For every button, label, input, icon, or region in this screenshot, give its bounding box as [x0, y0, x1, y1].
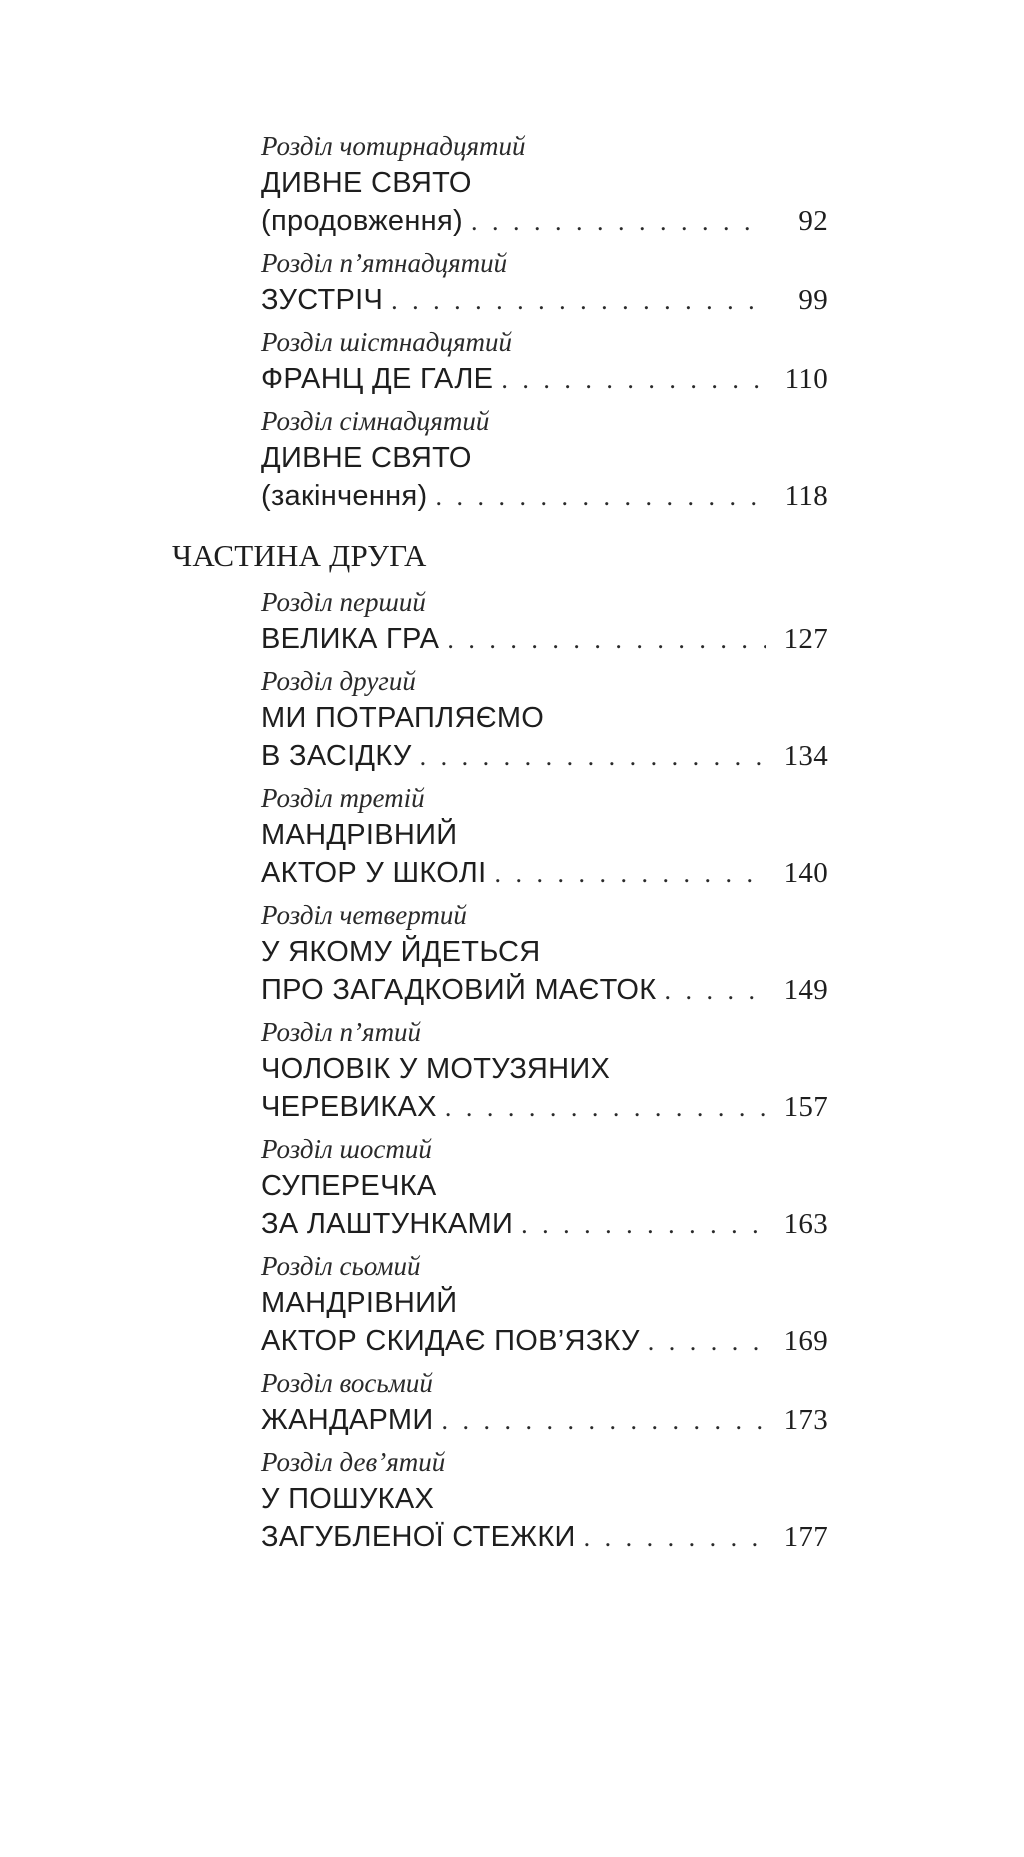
chapter-title-line: (продовження)	[261, 205, 463, 237]
chapter-title-row	[216, 281, 828, 320]
toc-entry	[216, 584, 828, 659]
dot-leader	[420, 738, 766, 776]
table-of-contents	[172, 128, 828, 1561]
toc-entry	[216, 128, 828, 241]
chapter-title-line: ЧОЛОВІК У МОТУЗЯНИХ	[261, 1053, 611, 1085]
toc-entry	[216, 324, 828, 399]
page-number: 118	[784, 480, 828, 512]
chapter-title-row	[216, 1205, 828, 1244]
chapter-title-row	[216, 620, 828, 659]
page-number: 99	[798, 284, 828, 316]
chapter-title-line: У ПОШУКАХ	[261, 1483, 435, 1515]
chapter-title-line: ЗУСТРІЧ	[261, 284, 384, 316]
toc-entry	[216, 663, 828, 776]
dot-leader	[584, 1519, 766, 1557]
chapter-title-row	[216, 360, 828, 399]
chapter-number-label: Розділ другий	[261, 666, 416, 696]
chapter-title-line: ВЕЛИКА ГРА	[261, 623, 440, 655]
chapter-number-label: Розділ шостий	[261, 1134, 432, 1164]
toc-entry	[216, 1248, 828, 1361]
chapter-title-line: В ЗАСІДКУ	[261, 740, 412, 772]
chapter-title-line: МАНДРІВНИЙ	[261, 1287, 458, 1319]
dot-leader	[441, 1402, 766, 1440]
toc-part-group	[216, 128, 828, 516]
chapter-title-line: ЖАНДАРМИ	[261, 1404, 434, 1436]
page-number: 149	[783, 974, 828, 1006]
page-number: 163	[783, 1208, 828, 1240]
chapter-title-row	[216, 202, 828, 241]
chapter-title-row	[216, 1518, 828, 1557]
toc-entry	[216, 780, 828, 893]
page-number: 169	[783, 1325, 828, 1357]
chapter-title-row	[216, 971, 828, 1010]
page-number: 110	[784, 363, 828, 395]
dot-leader	[471, 203, 766, 241]
chapter-title-line: (закінчення)	[261, 480, 428, 512]
page-number: 173	[783, 1404, 828, 1436]
dot-leader	[648, 1323, 766, 1361]
page-number: 157	[783, 1091, 828, 1123]
chapter-number-label: Розділ четвертий	[261, 900, 467, 930]
toc-part-group	[172, 536, 828, 1557]
chapter-title-row	[216, 1322, 828, 1361]
chapter-number-label: Розділ чотирнадцятий	[261, 131, 526, 161]
dot-leader	[435, 478, 766, 516]
page-number: 92	[798, 205, 828, 237]
toc-entry	[216, 403, 828, 516]
part-title: ЧАСТИНА ДРУГА	[172, 538, 427, 573]
chapter-number-label: Розділ перший	[261, 587, 426, 617]
toc-entry	[216, 1365, 828, 1440]
dot-leader	[494, 855, 766, 893]
toc-entry	[216, 1014, 828, 1127]
chapter-number-label: Розділ сімнадцятий	[261, 406, 490, 436]
chapter-title-line: МИ ПОТРАПЛЯЄМО	[261, 702, 545, 734]
page-number: 134	[783, 740, 828, 772]
chapter-title-row	[216, 854, 828, 893]
toc-entry	[216, 245, 828, 320]
page-number: 127	[783, 623, 828, 655]
chapter-title-line: МАНДРІВНИЙ	[261, 819, 458, 851]
chapter-title-line: ПРО ЗАГАДКОВИЙ МАЄТОК	[261, 974, 657, 1006]
chapter-number-label: Розділ шістнадцятий	[261, 327, 512, 357]
dot-leader	[447, 621, 766, 659]
toc-entry	[216, 897, 828, 1010]
toc-entry	[216, 1444, 828, 1557]
dot-leader	[664, 972, 766, 1010]
dot-leader	[521, 1206, 766, 1244]
dot-leader	[501, 361, 766, 399]
dot-leader	[391, 282, 766, 320]
chapter-title-row	[216, 477, 828, 516]
chapter-title-line: АКТОР У ШКОЛІ	[261, 857, 487, 889]
chapter-title-line: У ЯКОМУ ЙДЕТЬСЯ	[261, 936, 541, 968]
chapter-number-label: Розділ дев’ятий	[261, 1447, 446, 1477]
chapter-title-line: СУПЕРЕЧКА	[261, 1170, 437, 1202]
toc-entry	[216, 1131, 828, 1244]
chapter-title-line: ЗАГУБЛЕНОЇ СТЕЖКИ	[261, 1521, 576, 1553]
page-number: 140	[783, 857, 828, 889]
page-number: 177	[783, 1521, 828, 1553]
chapter-number-label: Розділ сьомий	[261, 1251, 421, 1281]
chapter-number-label: Розділ третій	[261, 783, 425, 813]
chapter-title-line: ДИВНЕ СВЯТО	[261, 442, 472, 474]
chapter-title-line: ЗА ЛАШТУНКАМИ	[261, 1208, 514, 1240]
chapter-title-line: ФРАНЦ ДЕ ГАЛЕ	[261, 363, 494, 395]
chapter-title-row	[216, 1088, 828, 1127]
chapter-title-row	[216, 737, 828, 776]
chapter-title-line: АКТОР СКИДАЄ ПОВ’ЯЗКУ	[261, 1325, 640, 1357]
chapter-title-row	[216, 1401, 828, 1440]
chapter-title-line: ЧЕРЕВИКАХ	[261, 1091, 437, 1123]
chapter-number-label: Розділ восьмий	[261, 1368, 433, 1398]
dot-leader	[445, 1089, 766, 1127]
chapter-title-line: ДИВНЕ СВЯТО	[261, 167, 472, 199]
chapter-number-label: Розділ п’ятнадцятий	[261, 248, 508, 278]
chapter-number-label: Розділ п’ятий	[261, 1017, 422, 1047]
